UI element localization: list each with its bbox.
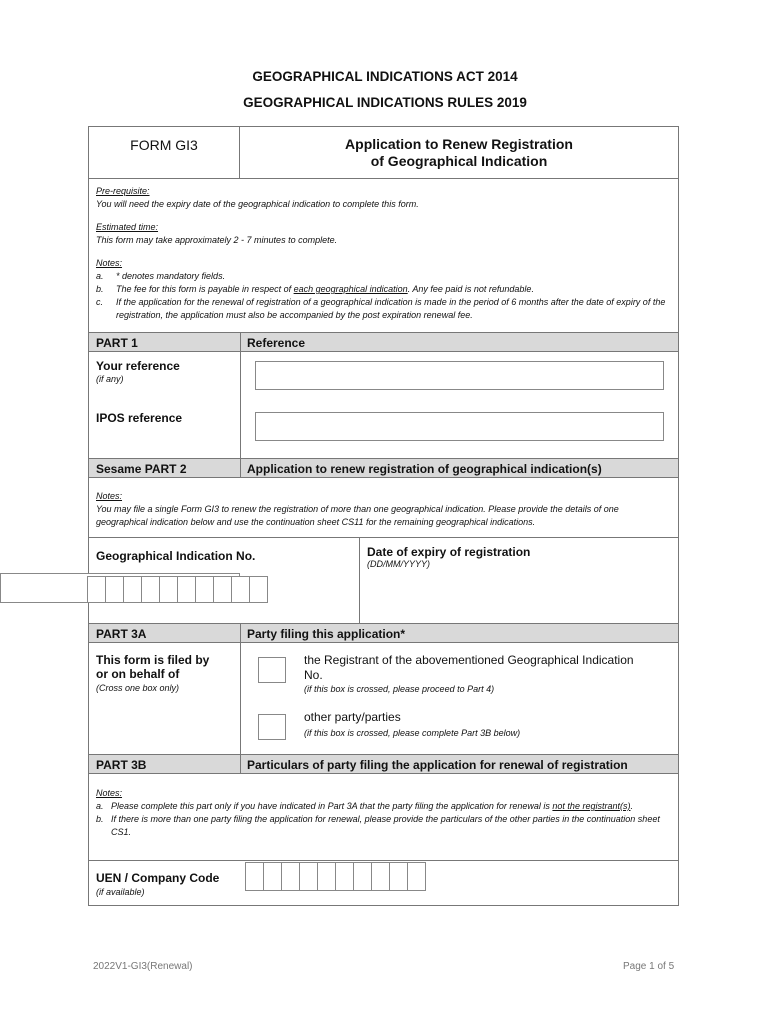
part3a-bar [89,623,678,643]
gi-cell[interactable] [213,576,232,603]
intro-section [96,185,671,322]
note-c: c. If the application for the renewal of registration of a geographical indication is made in the period of 6 months after the date of expiry of the registration, the application must also be accompanied by the post expiration renewal fee. [96,297,666,320]
form-title-line1: Application to Renew Registration [345,136,573,152]
gi-cell[interactable] [87,576,106,603]
notes-heading: Notes: [96,258,123,268]
your-reference-label: Your reference [96,359,180,373]
uen-cell[interactable] [407,862,426,891]
footer-version: 2022V1-GI3(Renewal) [93,961,193,972]
note-a: a. * denotes mandatory fields. [96,271,226,281]
prereq-heading: Pre-requisite: [96,186,150,196]
other-party-option-hint: (if this box is crossed, please complete Part 3B below) [304,728,521,738]
act-title: GEOGRAPHICAL INDICATIONS ACT 2014 [252,69,518,84]
part3b-heading: Particulars of party filing the application for renewal of registration [247,758,628,772]
column-divider [240,643,241,754]
note-b: b. The fee for this form is payable in respect of each geographical indication. Any fee paid is not refundable. [96,284,534,294]
gi-cell[interactable] [249,576,268,603]
your-reference-input[interactable] [255,361,664,390]
divider [89,178,678,179]
part1-heading: Reference [247,336,306,350]
gi-cell[interactable] [141,576,160,603]
part2-notes-heading: Notes: [96,491,123,501]
part3b-note-a: a. Please complete this part only if you have indicated in Part 3A that the party filing the application for renewal is not the registrant(s). [96,801,633,811]
other-party-option: other party/parties [304,710,401,724]
uen-cell[interactable] [389,862,408,891]
other-party-checkbox[interactable] [258,714,286,740]
column-divider [359,537,360,623]
form-title-line2: of Geographical Indication [370,153,548,169]
part2-label: Sesame PART 2 [96,462,187,476]
gi-cell[interactable] [105,576,124,603]
gi-cell[interactable] [159,576,178,603]
uen-input-cells[interactable] [246,862,426,891]
filed-by-hint: (Cross one box only) [96,683,180,693]
gi-cell[interactable] [231,576,250,603]
uen-cell[interactable] [281,862,300,891]
ipos-reference-label: IPOS reference [96,411,183,425]
part1-label: PART 1 [96,336,138,350]
uen-cell[interactable] [353,862,372,891]
uen-cell[interactable] [299,862,318,891]
part2-bar [89,458,678,478]
uen-cell[interactable] [317,862,336,891]
gi-number-label: Geographical Indication No. [96,549,256,563]
expiry-date-label: Date of expiry of registration [367,545,531,559]
uen-cell[interactable] [371,862,390,891]
uen-label: UEN / Company Code [96,871,220,885]
divider [89,537,678,538]
divider [89,860,678,861]
registrant-checkbox[interactable] [258,657,286,683]
part1-bar [89,332,678,352]
part3b-notes-heading: Notes: [96,788,123,798]
gi-cell[interactable] [177,576,196,603]
column-divider [240,352,241,458]
prereq-text: You will need the expiry date of the geographical indication to complete this form. [96,199,419,209]
uen-hint: (if available) [96,887,145,897]
form-title [240,127,678,179]
part2-notes-text: You may file a single Form GI3 to renew the registration of more than one geographical indication. Please provide the details of one geographical indication below and use the continuation sheet CS11 for the remaining geographical indications. [96,504,619,527]
registrant-option-hint: (if this box is crossed, please proceed to Part 4) [304,684,495,694]
part3b-notes [96,787,671,839]
gi-cell[interactable] [195,576,214,603]
part3a-label: PART 3A [96,627,147,641]
uen-cell[interactable] [263,862,282,891]
time-heading: Estimated time: [96,222,159,232]
filed-by-label: This form is filed by or on behalf of [96,653,210,681]
gi-cell[interactable] [123,576,142,603]
gi-number-cells[interactable] [88,576,268,603]
part3b-note-b: b. If there is more than one party filing the application for renewal, please provide the particulars of the other parties in the continuation sheet CS1. [96,814,660,837]
your-reference-hint: (if any) [96,374,124,384]
expiry-date-hint: (DD/MM/YYYY) [367,559,430,569]
uen-cell[interactable] [245,862,264,891]
part3b-label: PART 3B [96,758,147,772]
form-container [88,126,679,906]
part2-notes [96,490,671,529]
footer-page-number: Page 1 of 5 [623,961,675,972]
part3b-bar [89,754,678,774]
uen-cell[interactable] [335,862,354,891]
part2-heading: Application to renew registration of geographical indication(s) [247,462,602,476]
ipos-reference-input[interactable] [255,412,664,441]
time-text: This form may take approximately 2 - 7 minutes to complete. [96,235,338,245]
form-code: FORM GI3 [89,127,240,179]
registrant-option: the Registrant of the abovementioned Geographical Indication No. [304,653,634,682]
part3a-heading: Party filing this application* [247,627,406,641]
rules-title: GEOGRAPHICAL INDICATIONS RULES 2019 [243,95,527,110]
